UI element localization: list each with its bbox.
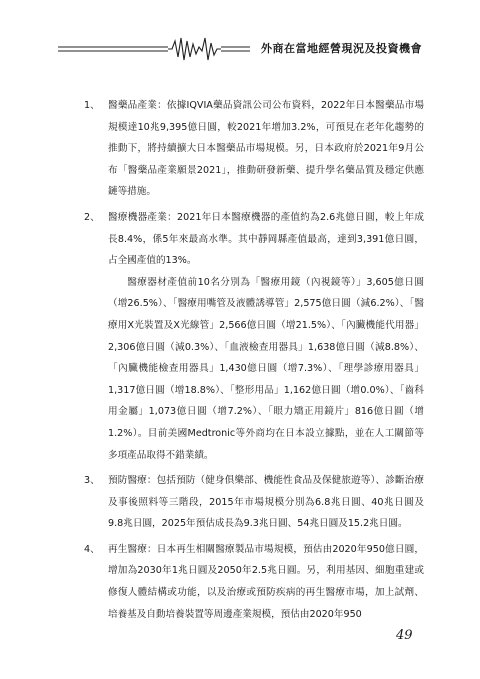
item-text: 預防醫療：包括預防（健身俱樂部、機能性食品及保健旅遊等）、診斷治療及事後照料等三階段，2015年市場規模分別為6.8兆日圓、40兆日圓及9.8兆日圓，2025年預估成長為9.3兆日圓、54兆日圓及15.2兆日圓。 — [108, 475, 424, 530]
header-wave-decoration — [0, 0, 480, 70]
running-header — [0, 0, 480, 70]
list-item-2 — [84, 207, 424, 272]
list-item-1 — [84, 95, 424, 203]
item-text: 再生醫療：日本再生相關醫療製品市場規模，預估由2020年950億日圓，增加為2030年1兆日圓及2050年2.5兆日圓。另，利用基因、細胞重建或修復人體結構或功能，以及治療或預防疾病的再生醫療市場，加上試劑、培養基及自動培養裝置等周邊產業規模，預估由2020年950 — [108, 543, 424, 620]
list-item-3 — [84, 470, 424, 535]
item-number: 2、 — [84, 211, 100, 223]
document-body — [84, 95, 424, 625]
item-2-paragraph: 醫療器材產值前10名分別為「醫療用鏡（內視鏡等）」3,605億日圓（增26.5%）、「醫療用嘴管及液體誘導管」2,575億日圓（減6.2%）、「醫療用X光裝置及X光線管」2,566億日圓（增21.5%）、「內臟機能代用器」2,306億日圓（減0.3%）、「血液檢查用器具」1,638億日圓（減8.8%）、「內臟機能檢查用器具」1,430億日圓（增7.3%）、「理學診療用器具」1,317億日圓（增18.8%）、「整形用品」1,162億日圓（增0.0%）、「齒科用金屬」1,073億日圓（增7.2%）、「眼力矯正用鏡片」816億日圓（增1.2%）。目前美國Medtronic等外商均在日本設立據點，並在人工關節等多項產品取得不錯業績。 — [108, 276, 424, 461]
list-item-4 — [84, 539, 424, 625]
item-number: 3、 — [84, 475, 100, 487]
page-number: 49 — [396, 628, 413, 643]
item-number: 1、 — [84, 100, 100, 111]
header-title: 外商在當地經營現況及投資機會 — [261, 42, 422, 55]
item-text: 醫藥品產業：依據IQVIA藥品資訊公司公布資料，2022年日本醫藥品市場規模達10兆9,395億日圓，較2021年增加3.2%，可預見在老年化趨勢的推動下，將持續擴大日本醫藥品市場規模。另，日本政府於2021年9月公布「醫藥品產業願景2021」，推動研發新藥、提升學名藥品質及穩定供應鏈等措施。 — [108, 100, 424, 198]
item-number: 4、 — [84, 543, 100, 555]
item-text: 醫療機器產業：2021年日本醫療機器的產值約為2.6兆億日圓，較上年成長8.4%，係5年來最高水準。其中靜岡縣產值最高，達到3,391億日圓，占全國產值的13%。 — [108, 211, 424, 267]
